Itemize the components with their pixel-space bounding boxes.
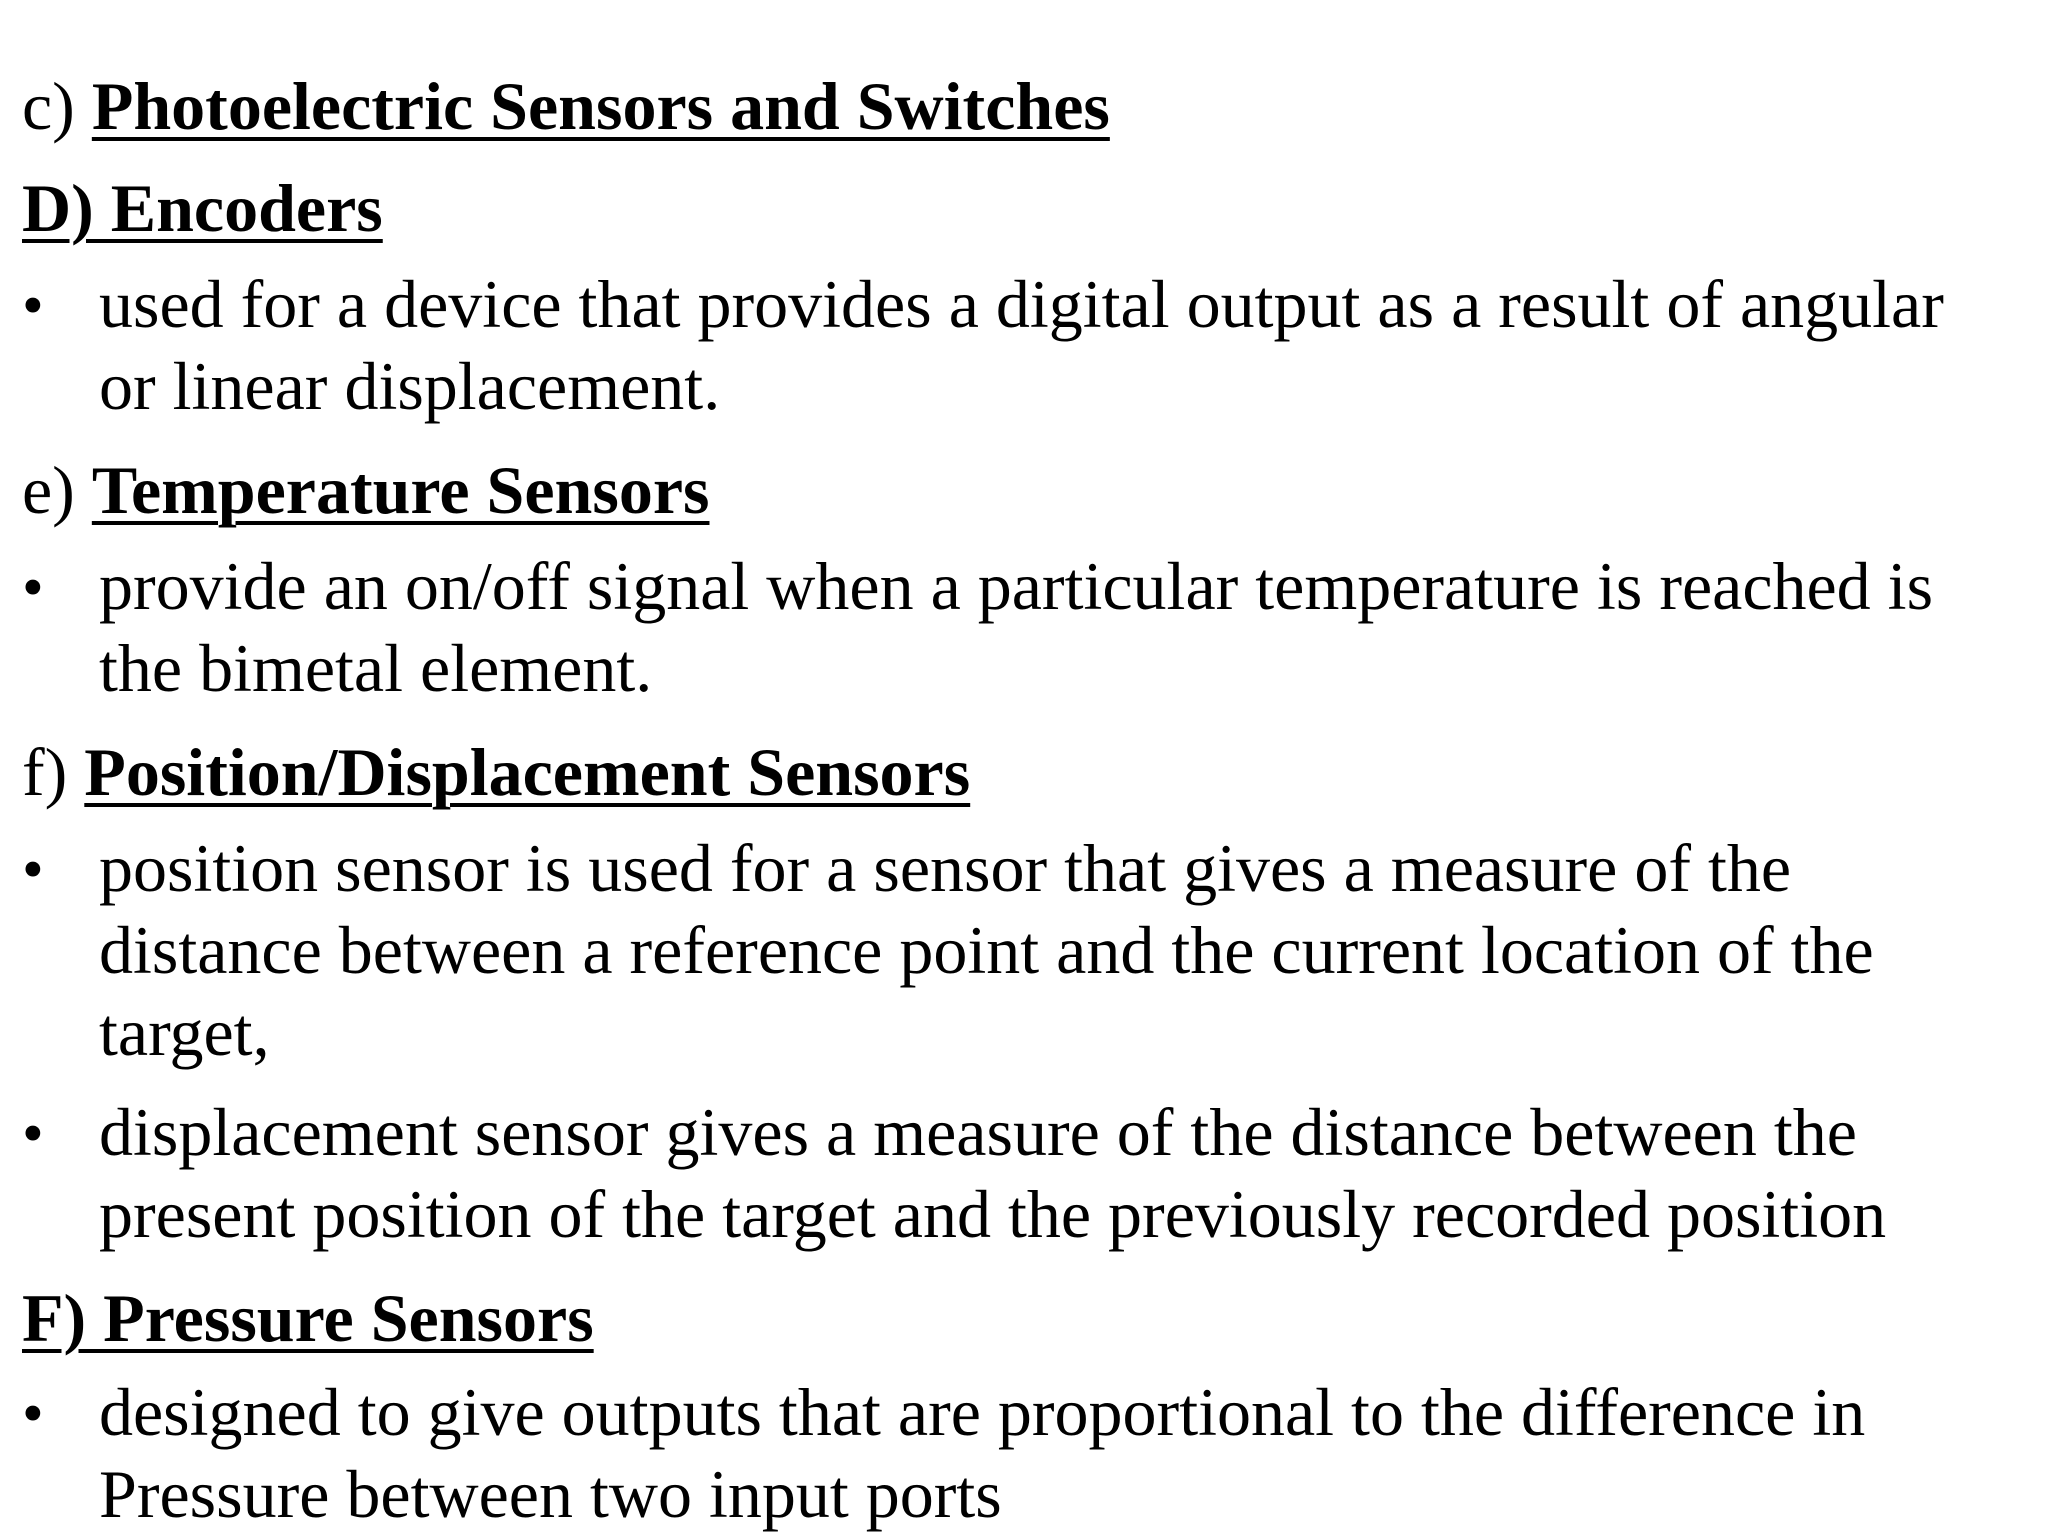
bullet-text-line: the bimetal element. bbox=[99, 630, 653, 706]
bullet-glyph: • bbox=[22, 1380, 44, 1448]
section-title: Temperature Sensors bbox=[91, 452, 710, 528]
section-title: Position/Displacement Sensors bbox=[84, 734, 971, 810]
section-title: Photoelectric Sensors and Switches bbox=[91, 68, 1110, 144]
bullet-text-line: displacement sensor gives a measure of the distance between the bbox=[99, 1094, 1857, 1170]
section-prefix: e) bbox=[22, 452, 92, 528]
bullet-text-line: position sensor is used for a sensor that gives a measure of the bbox=[99, 830, 1792, 906]
section-prefix: f) bbox=[22, 734, 85, 810]
bullet-text-line: target, bbox=[99, 994, 270, 1070]
bullet-text-line: distance between a reference point and the current location of the bbox=[99, 912, 1874, 988]
bullet-glyph: • bbox=[22, 1100, 44, 1168]
bullet-glyph: • bbox=[22, 272, 44, 340]
bullet-text-line: Pressure between two input ports bbox=[99, 1456, 1002, 1532]
section-heading-pressure: F) Pressure Sensors bbox=[22, 1280, 594, 1356]
section-heading-encoders: D) Encoders bbox=[22, 170, 383, 246]
section-heading-photoelectric bbox=[22, 66, 1110, 146]
bullet-text-line: present position of the target and the previously recorded position bbox=[99, 1176, 1887, 1252]
bullet-text-line: provide an on/off signal when a particular temperature is reached is bbox=[99, 548, 1934, 624]
bullet-text-line: or linear displacement. bbox=[99, 348, 721, 424]
bullet-glyph: • bbox=[22, 836, 44, 904]
bullet-text-line: used for a device that provides a digital output as a result of angular bbox=[99, 266, 1944, 342]
bullet-text-line: designed to give outputs that are proportional to the difference in bbox=[99, 1374, 1866, 1450]
section-heading-temperature bbox=[22, 450, 709, 530]
bullet-glyph: • bbox=[22, 554, 44, 622]
section-heading-position bbox=[22, 732, 970, 812]
section-prefix: c) bbox=[22, 68, 92, 144]
